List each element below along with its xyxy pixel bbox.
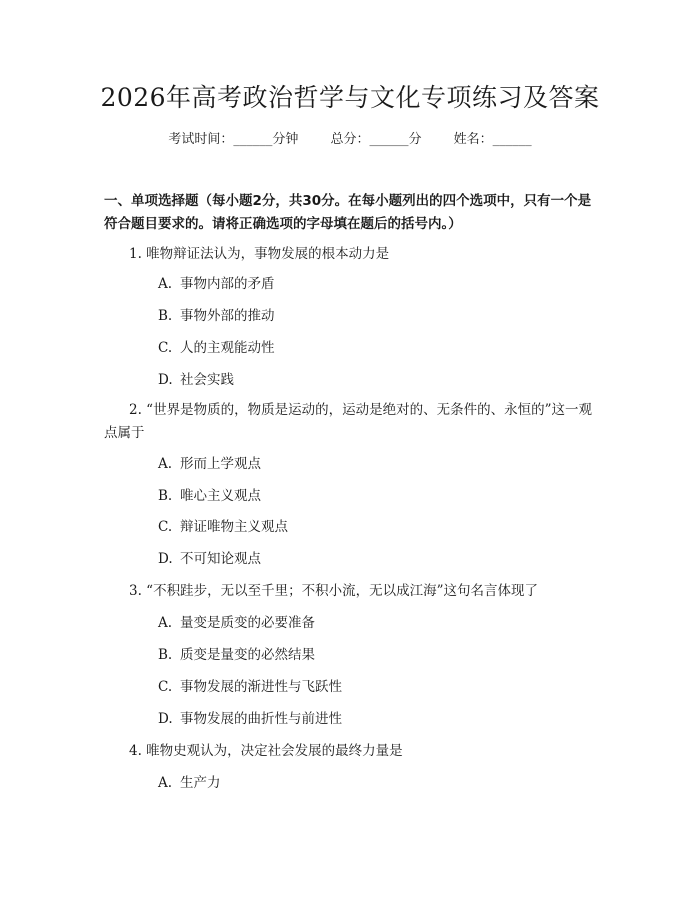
option-text: 不可知论观点 bbox=[180, 551, 261, 567]
exam-score: 总分：______分 bbox=[330, 132, 422, 147]
option-2b bbox=[158, 485, 578, 508]
option-label: C. bbox=[158, 679, 173, 695]
option-text: 人的主观能动性 bbox=[180, 340, 275, 356]
option-label: C. bbox=[158, 519, 173, 535]
question-3: 3. “不积跬步，无以至千里；不积小流，无以成江海”这句名言体现了 bbox=[129, 583, 538, 599]
exam-meta bbox=[0, 128, 700, 152]
option-label: B. bbox=[158, 647, 173, 663]
option-text: 社会实践 bbox=[180, 372, 234, 388]
option-3a bbox=[158, 612, 578, 635]
option-3d bbox=[158, 708, 578, 731]
option-label: A. bbox=[158, 775, 173, 791]
exam-time: 考试时间：______分钟 bbox=[168, 132, 299, 147]
option-1b bbox=[158, 305, 578, 328]
option-2c bbox=[158, 516, 578, 539]
option-text: 生产力 bbox=[180, 775, 221, 791]
option-text: 唯心主义观点 bbox=[180, 488, 261, 504]
option-label: A. bbox=[158, 615, 173, 631]
option-2a bbox=[158, 453, 578, 476]
option-2d bbox=[158, 548, 578, 571]
option-1d bbox=[158, 369, 578, 392]
question-1: 1. 唯物辩证法认为，事物发展的根本动力是 bbox=[129, 246, 390, 262]
option-label: A. bbox=[158, 456, 173, 472]
option-text: 事物发展的渐进性与飞跃性 bbox=[180, 679, 342, 695]
option-1a bbox=[158, 273, 578, 296]
page-title: 2026年高考政治哲学与文化专项练习及答案 bbox=[100, 83, 600, 112]
question-2: 2. “世界是物质的，物质是运动的，运动是绝对的、无条件的、永恒的”这一观点属于 bbox=[104, 402, 592, 441]
option-label: A. bbox=[158, 276, 173, 292]
option-label: D. bbox=[158, 372, 173, 388]
exam-name: 姓名：______ bbox=[453, 132, 532, 147]
option-text: 事物发展的曲折性与前进性 bbox=[180, 711, 342, 727]
option-text: 事物内部的矛盾 bbox=[180, 276, 275, 292]
option-3c bbox=[158, 676, 578, 699]
option-4a bbox=[158, 772, 578, 795]
option-text: 辩证唯物主义观点 bbox=[180, 519, 288, 535]
option-label: B. bbox=[158, 488, 173, 504]
option-label: D. bbox=[158, 711, 173, 727]
question-4: 4. 唯物史观认为，决定社会发展的最终力量是 bbox=[129, 743, 403, 759]
option-label: B. bbox=[158, 308, 173, 324]
option-text: 质变是量变的必然结果 bbox=[180, 647, 315, 663]
option-text: 量变是质变的必要准备 bbox=[180, 615, 315, 631]
option-label: D. bbox=[158, 551, 173, 567]
option-3b bbox=[158, 644, 578, 667]
option-1c bbox=[158, 337, 578, 360]
option-text: 形而上学观点 bbox=[180, 456, 261, 472]
section-heading: 一、单项选择题（每小题2分，共30分。在每小题列出的四个选项中，只有一个是符合题目要求的。请将正确选项的字母填在题后的括号内。） bbox=[104, 193, 592, 232]
option-text: 事物外部的推动 bbox=[180, 308, 275, 324]
option-label: C. bbox=[158, 340, 173, 356]
